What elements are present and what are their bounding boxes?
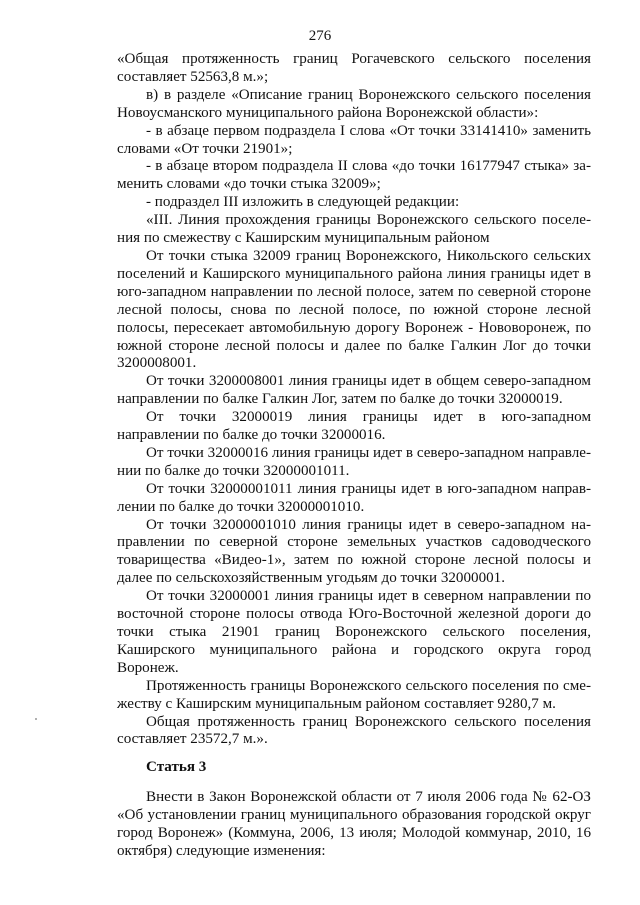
document-body [117, 51, 591, 861]
paragraph-total-length-voronezh: Общая протяженность границ Воронежского сельского поселения составляет 23572,7 м.». [117, 713, 591, 748]
paragraph-border-point-32000001: От точки 32000001 линия границы идет в северном направлении по восточной стороне полосы отвода Юго-Восточной железной дороги до точки стыка 21901 границ Воронежского сельского поселения, Каширского муниципального района и городского округа город Воронеж. [117, 588, 591, 676]
article-heading: Статья 3 [146, 759, 207, 776]
paragraph-border-point-32000001011: От точки 32000001011 линия границы идет в юго-западном направлении по балке до точки 32000001010. [117, 480, 591, 515]
paragraph-article-three-text: Внести в Закон Воронежской области от 7 июля 2006 года № 62-ОЗ «Об установлении границ муниципального образования городской округ город Воронеж» (Коммуна, 2006, 13 июля; Молодой коммунар, 2010, 16 октября) следующие изменения: [117, 789, 591, 859]
paragraph-border-point-32000016: От точки 32000016 линия границы идет в северо-западном направлении по балке до точки 32000001011. [117, 444, 591, 479]
page-number: 276 [308, 28, 332, 44]
paragraph-subsection-three: - подраздел III изложить в следующей редакции: [146, 194, 460, 211]
paragraph-first-abzac: - в абзаце первом подраздела I слова «От точки 33141410» заменить словами «От точки 21901»; [117, 122, 591, 157]
paragraph-total-length-rogachevsky: «Общая протяженность границ Рогачевского сельского поселения составляет 52563,8 м.»; [117, 51, 591, 85]
scan-speck [35, 718, 37, 720]
paragraph-border-point-32000019: От точки 32000019 линия границы идет в юго-западном направлении по балке до точки 32000016. [117, 409, 591, 444]
paragraph-second-abzac: - в абзаце втором подраздела II слова «до точки 16177947 стыка» заменить словами «до точки стыка 32009»; [117, 158, 591, 193]
paragraph-border-length: Протяженность границы Воронежского сельского поселения по смежеству с Каширским муниципальным районом составляет 9280,7 м. [117, 677, 591, 712]
paragraph-section-three-title: «III. Линия прохождения границы Воронежского сельского поселения по смежеству с Каширским муниципальным районом [117, 212, 591, 247]
paragraph-item-v: в) в разделе «Описание границ Воронежского сельского поселения Новоусманского муниципального района Воронежской области»: [117, 86, 591, 121]
paragraph-border-point-3200008001: От точки 3200008001 линия границы идет в общем северо-западном направлении по балке Галкин Лог, затем по балке до точки 32000019. [117, 373, 591, 408]
paragraph-border-point-32000001010: От точки 32000001010 линия границы идет в северо-западном направлении по северной стороне земельных участков садоводческого товарищества «Видео-1», затем по южной стороне лесной полосы и далее по сельскохозяйственным угодьям до точки 32000001. [117, 516, 591, 587]
paragraph-border-point-32009: От точки стыка 32009 границ Воронежского, Никольского сельских поселений и Каширского муниципального района линия границы идет в юго-западном направлении по лесной полосе, затем по северной стороне лесной полосы, снова по лесной полосе, по южной стороне лесной полосы, пересекает автомобильную дорогу Воронеж - Нововоронеж, по южной стороне лесной полосы и далее по балке Галкин Лог до точки 3200008001. [117, 247, 591, 372]
